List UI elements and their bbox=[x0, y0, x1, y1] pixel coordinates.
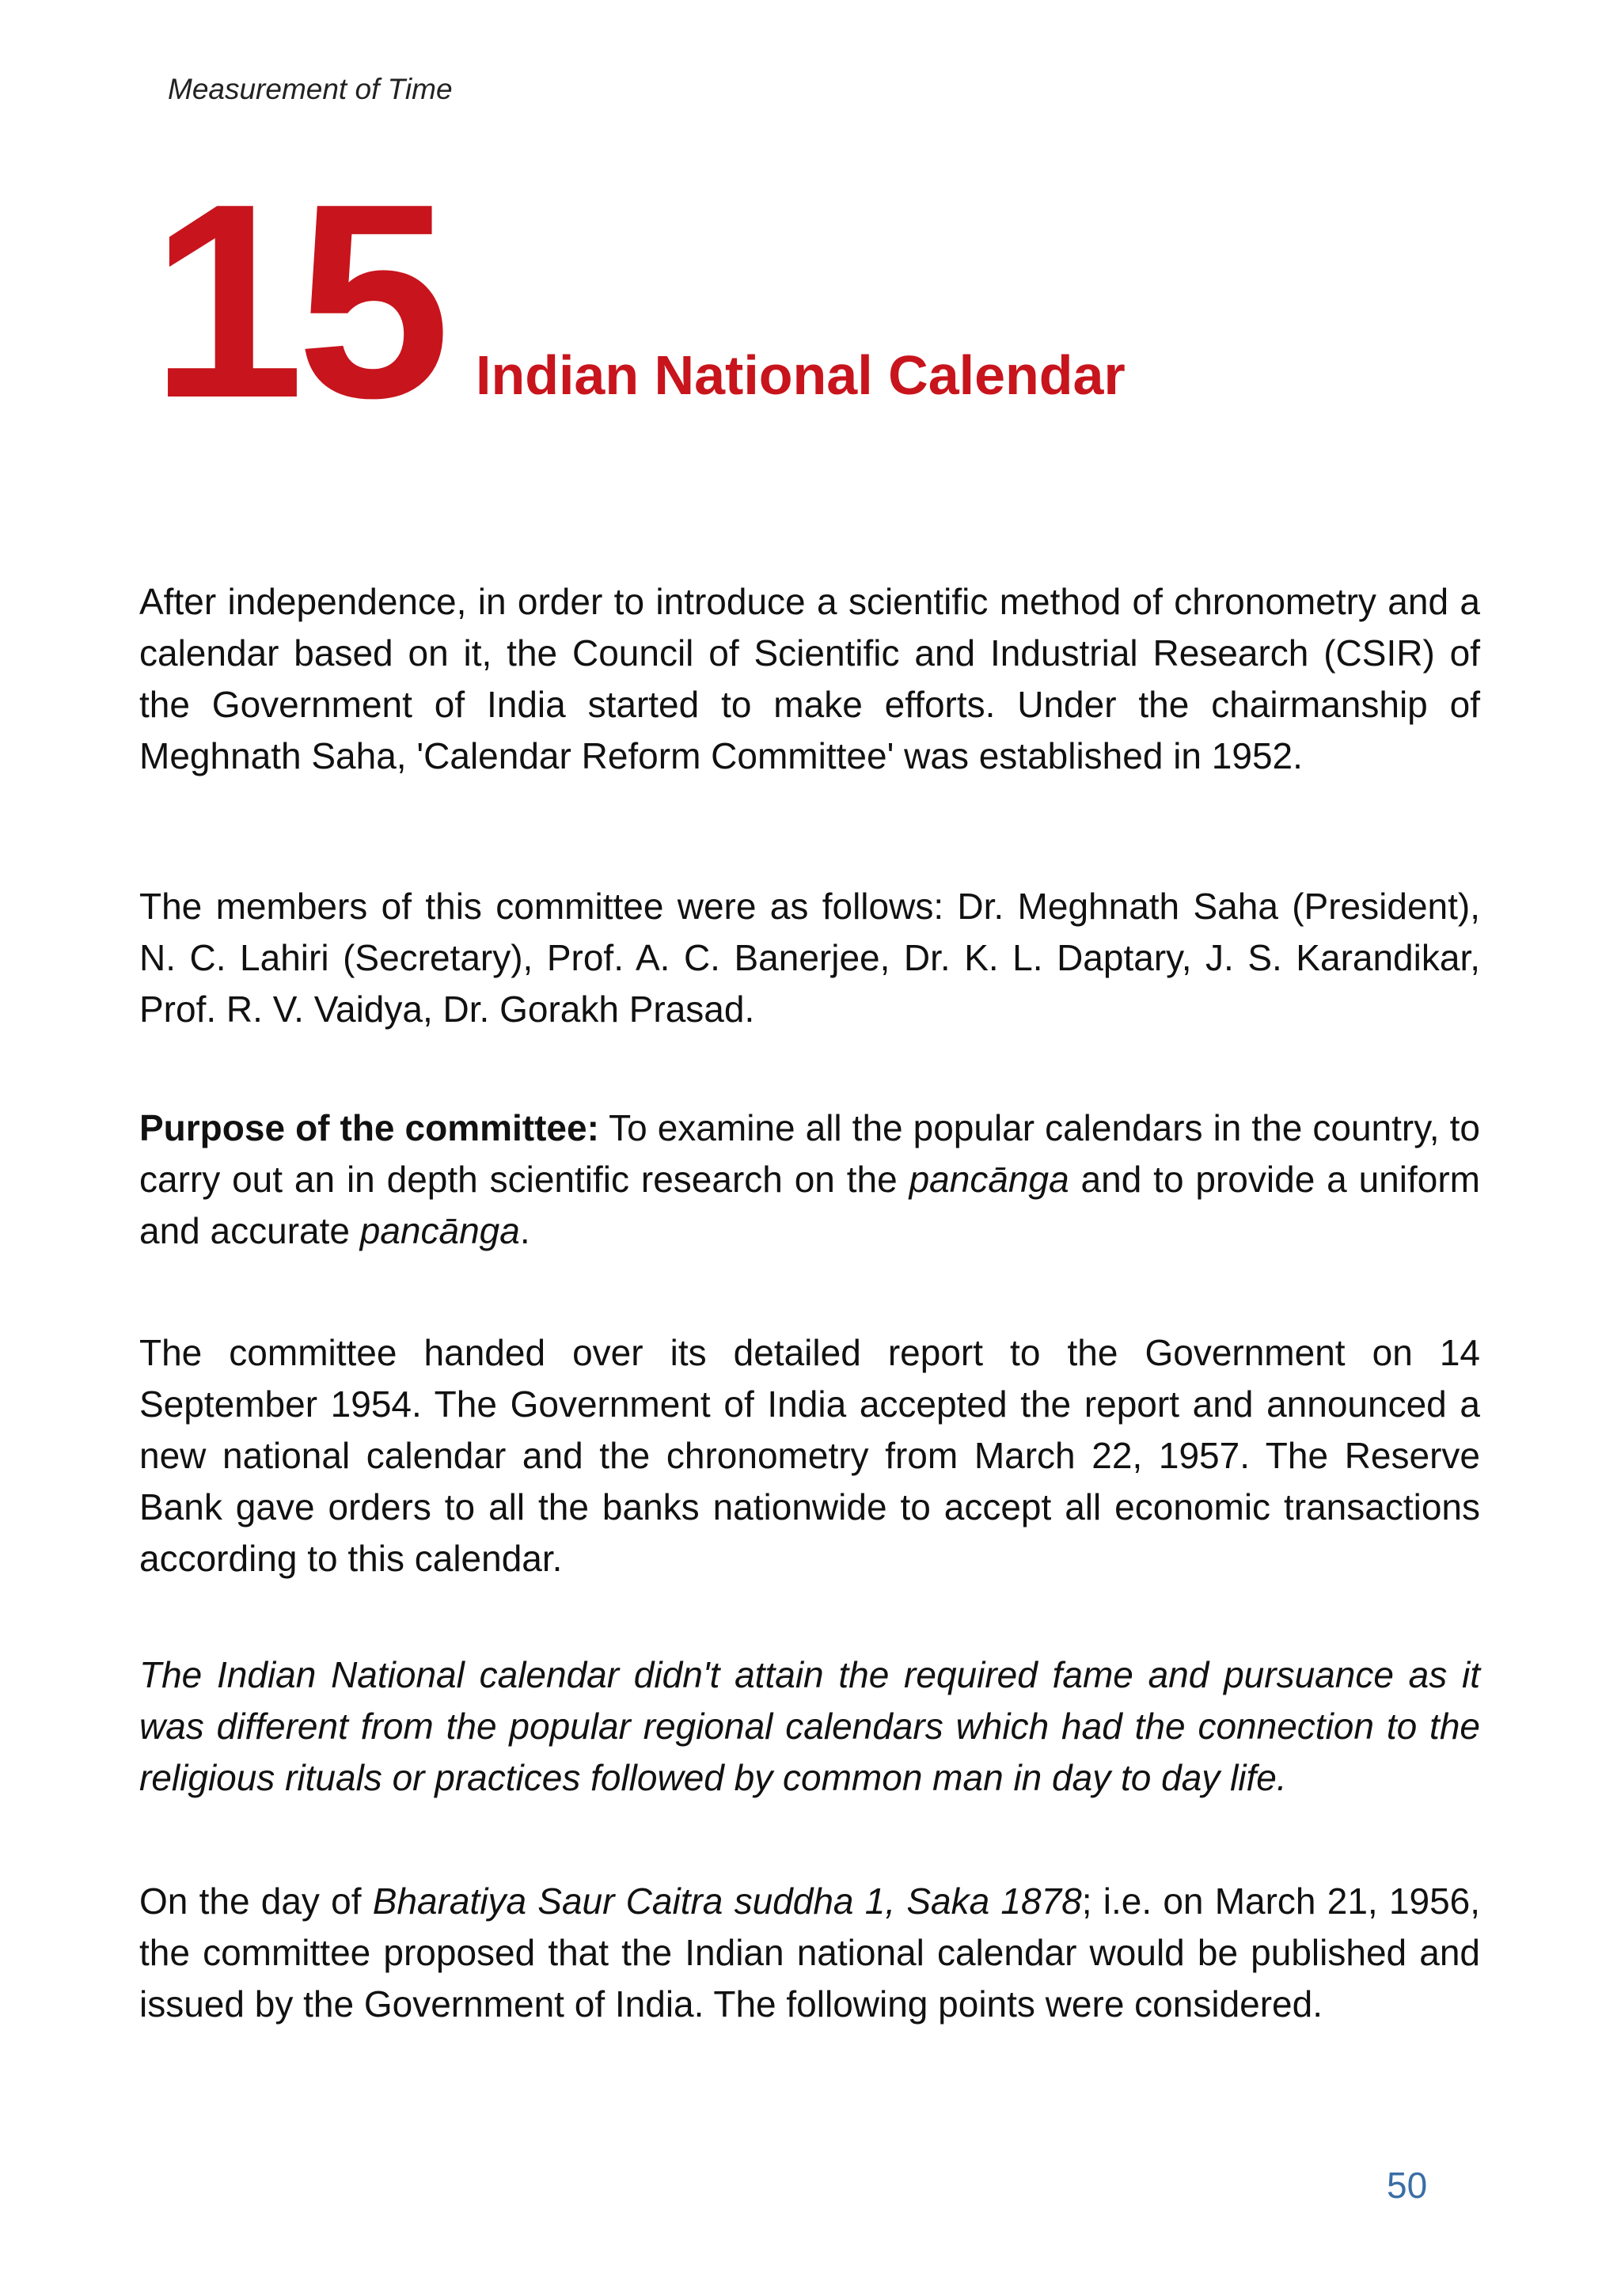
paragraph-csir-efforts: After independence, in order to introduce a scientific method of chronometry and a calendar based on it, the Council of Scientific and Industrial Research (CSIR) of the Government of India started to make efforts. Under the chairmanship of Meghnath Saha, 'Calendar Reform Committee' was established in 1952. bbox=[139, 581, 1480, 776]
proposal-text-1: On the day of bbox=[139, 1880, 373, 1922]
purpose-label: Purpose of the committee: bbox=[139, 1107, 599, 1148]
paragraph-calendar-proposal bbox=[139, 1876, 1480, 2030]
paragraph-committee-members: The members of this committee were as follows: Dr. Meghnath Saha (President), N. C. Lahiri (Secretary), Prof. A. C. Banerjee, Dr. K. L. Daptary, J. S. Karandikar, Prof. R. V. Vaidya, Dr. Gorakh Prasad. bbox=[139, 886, 1480, 1030]
saka-date-term: Bharatiya Saur Caitra suddha 1, Saka 1878 bbox=[372, 1880, 1082, 1922]
paragraph-committee-purpose bbox=[139, 1102, 1480, 1257]
proposal-text-2: ; i.e. on March 21, 1956, the committee proposed that the Indian national calendar would be published and issued by the Government of India. The following points were considered. bbox=[139, 1880, 1481, 2025]
purpose-text-3: . bbox=[519, 1210, 530, 1251]
chapter-title: Indian National Calendar bbox=[476, 344, 1126, 406]
pancanga-term: pancānga bbox=[359, 1210, 520, 1251]
pancanga-term: pancānga bbox=[909, 1159, 1069, 1200]
running-header: Measurement of Time bbox=[168, 73, 453, 105]
page-number: 50 bbox=[1387, 2165, 1428, 2206]
paragraph-report-handover: The committee handed over its detailed report to the Government on 14 September 1954. The Government of India accepted the report and announced a new national calendar and the chronometry from March 22, 1957. The Reserve Bank gave orders to all the banks nationwide to accept all economic transactions according to this calendar. bbox=[139, 1332, 1480, 1579]
purpose-text-1: To examine all the popular calendars in the country, to carry out an in depth scientific research on the bbox=[139, 1107, 1480, 1200]
paragraph-calendar-reception: The Indian National calendar didn't attain the required fame and pursuance as it was different from the popular regional calendars which had the connection to the religious rituals or practices followed by common man in day to day life. bbox=[139, 1654, 1480, 1798]
chapter-number: 15 bbox=[150, 146, 443, 456]
purpose-text-2: and to provide a uniform and accurate bbox=[139, 1159, 1480, 1251]
